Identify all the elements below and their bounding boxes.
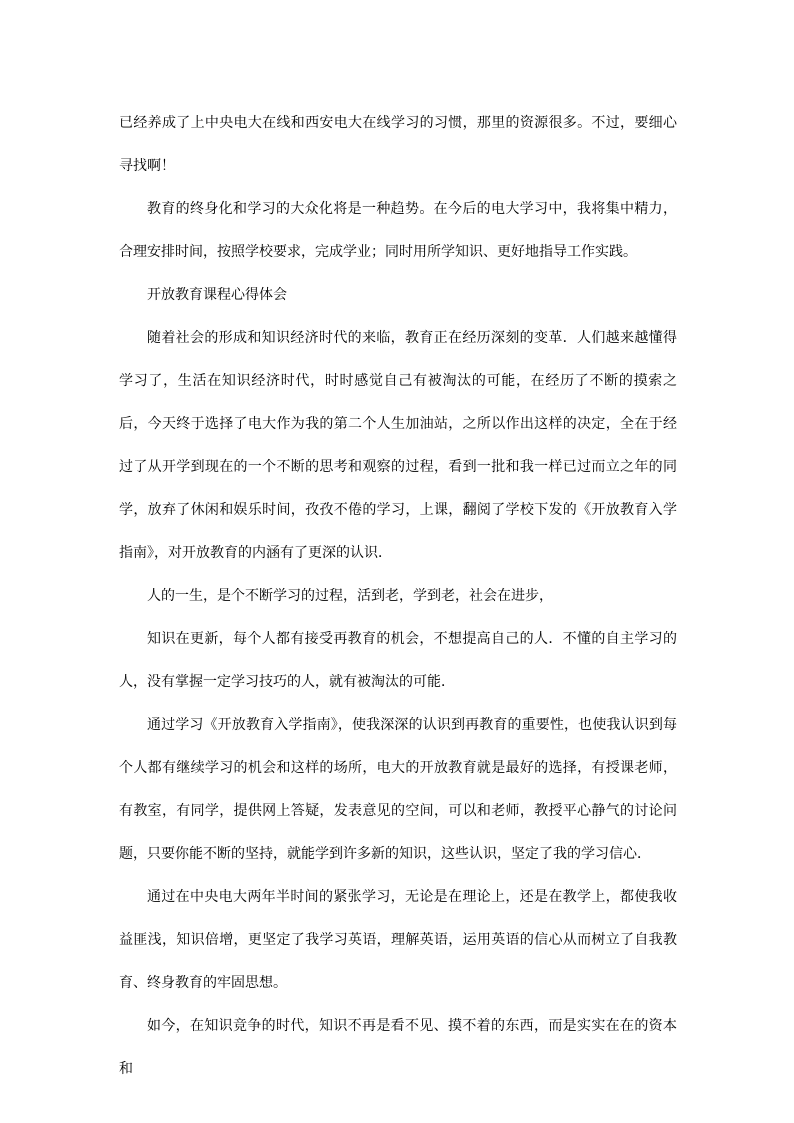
paragraph-competition: 如今，在知识竞争的时代，知识不再是看不见、摸不着的东西，而是实实在在的资本和 bbox=[119, 1018, 677, 1077]
paragraph-guide: 通过学习《开放教育入学指南》，使我深深的认识到再教育的重要性，也使我认识到每个人都有继续学习的机会和这样的场所，电大的开放教育就是最好的选择，有授课老师，有教室，有同学，提供网上答疑，发表意见的空间，可以和老师，教授平心静气的讨论问题，只要你能不断的坚持，就能学到许多新的知识，这些认识，坚定了我的学习信心． bbox=[119, 717, 677, 862]
paragraph-knowledge: 知识在更新，每个人都有接受再教育的机会，不想提高自己的人．不懂的自主学习的人，没有掌握一定学习技巧的人，就有被淘汰的可能． bbox=[119, 631, 677, 690]
paragraph-study: 通过在中央电大两年半时间的紧张学习，无论是在理论上，还是在教学上，都使我收益匪浅，知识倍增，更坚定了我学习英语，理解英语，运用英语的信心从而树立了自我教育、终身教育的牢固思想。 bbox=[119, 889, 677, 991]
paragraph-intro: 随着社会的形成和知识经济时代的来临，教育正在经历深刻的变革．人们越来越懂得学习了，生活在知识经济时代，时时感觉自己有被淘汰的可能，在经历了不断的摸索之后，今天终于选择了电大作为我的第二个人生加油站，之所以作出这样的决定，全在于经过了从开学到现在的一个不断的思考和观察的过程，看到一批和我一样已过而立之年的同学，放弃了休闲和娱乐时间，孜孜不倦的学习，上课，翻阅了学校下发的《开放教育入学指南》，对开放教育的内涵有了更深的认识． bbox=[119, 330, 677, 561]
paragraph-trend: 教育的终身化和学习的大众化将是一种趋势。在今后的电大学习中，我将集中精力，合理安排时间，按照学校要求，完成学业；同时用所学知识、更好地指导工作实践。 bbox=[119, 201, 677, 260]
section-title: 开放教育课程心得体会 bbox=[147, 287, 287, 303]
paragraph-lifelong: 人的一生，是个不断学习的过程，活到老，学到老，社会在进步， bbox=[147, 588, 553, 604]
paragraph-continuation: 已经养成了上中央电大在线和西安电大在线学习的习惯，那里的资源很多。不过，要细心寻找啊！ bbox=[119, 115, 677, 174]
document-body bbox=[119, 102, 677, 1091]
